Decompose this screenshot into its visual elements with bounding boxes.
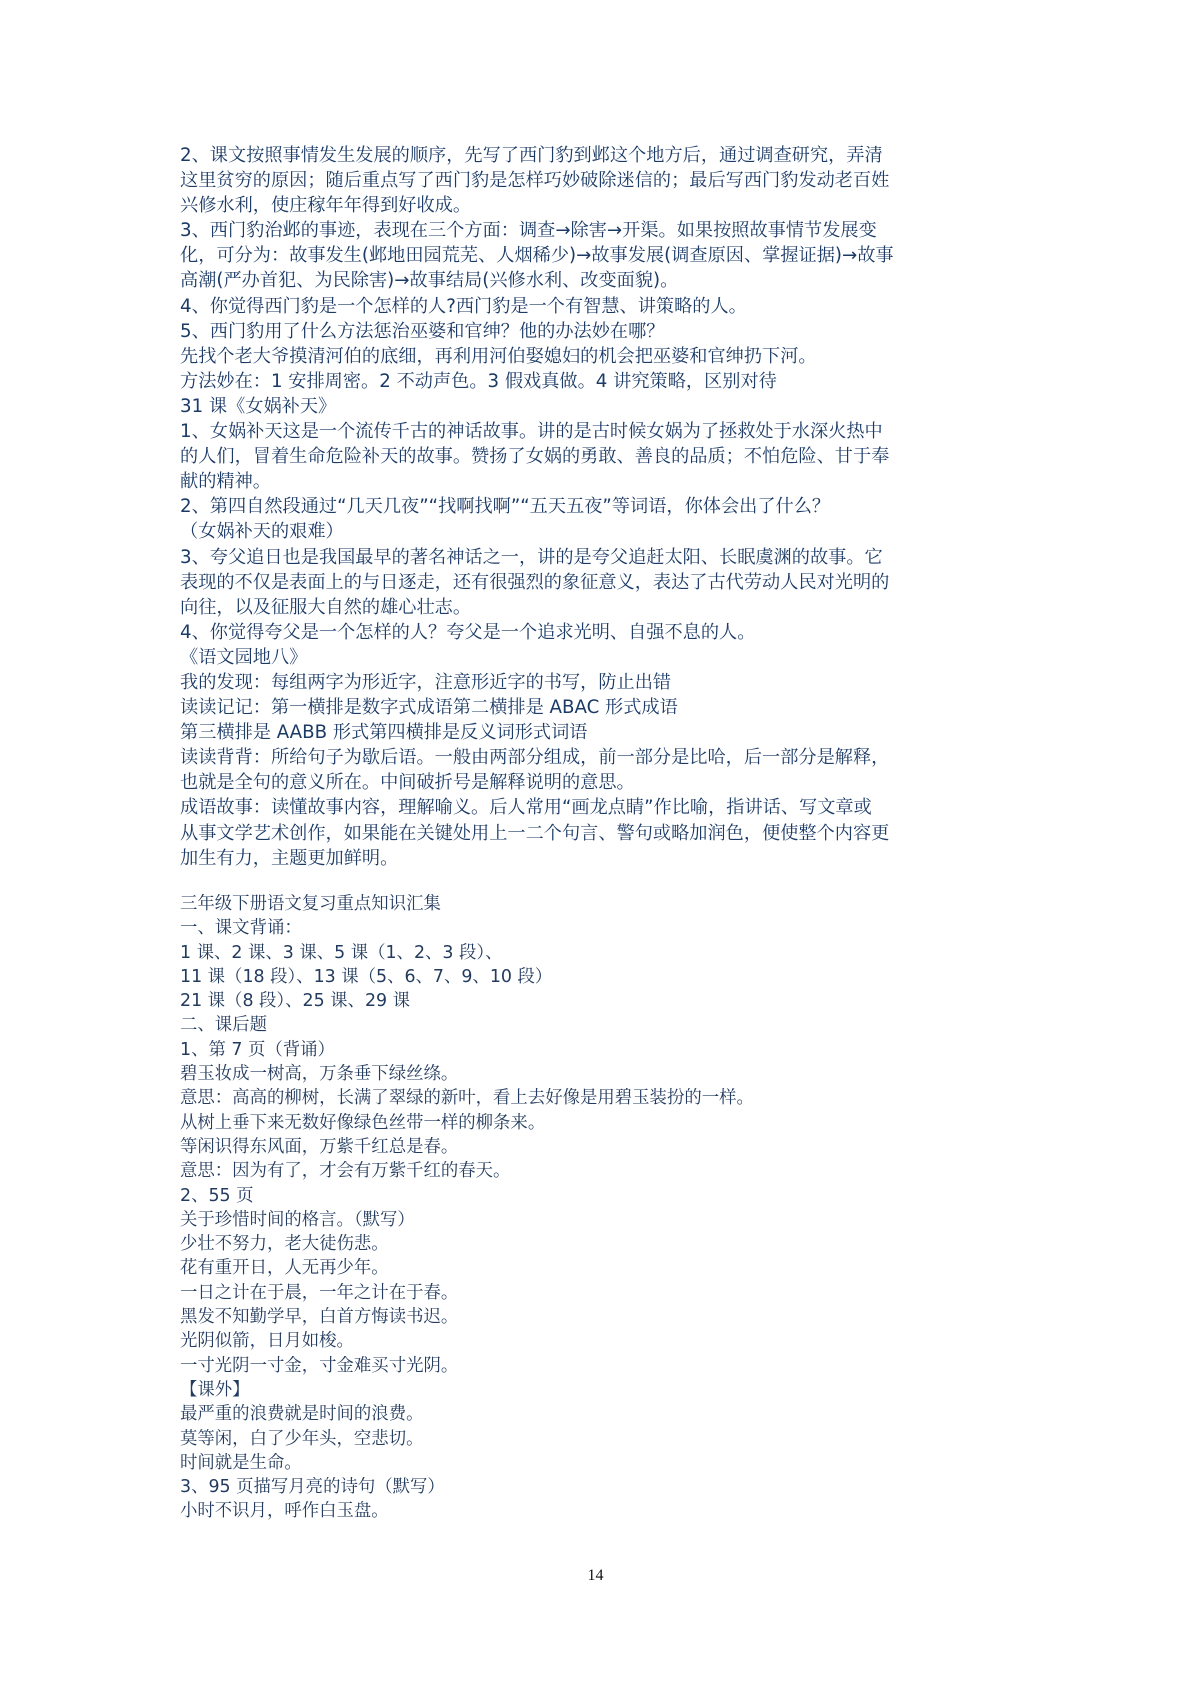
text-line: 1、第 7 页（背诵） [180,1039,335,1060]
text-line: 关于珍惜时间的格言。（默写） [180,1209,415,1230]
text-line: 光阴似箭，日月如梭。 [180,1331,354,1352]
text-line: 第三横排是 AABB 形式第四横排是反义词形式词语 [180,722,588,744]
text-line: 黑发不知勤学早，白首方悔读书迟。 [180,1307,459,1328]
text-line: 4、你觉得夸父是一个怎样的人？夸父是一个追求光明、自强不息的人。 [180,621,756,643]
text-line: 表现的不仅是表面上的与日逐走，还有很强烈的象征意义，表达了古代劳动人民对光明的 [180,571,890,593]
text-line: 时间就是生命。 [180,1452,302,1473]
text-line: 最严重的浪费就是时间的浪费。 [180,1404,424,1425]
text-line: 小时不识月，呼作白玉盘。 [180,1501,389,1522]
lesson-heading: 31 课《女娲补天》 [180,395,337,417]
text-line: 1 课、2 课、3 课、5 课（1、2、3 段）、 [180,942,503,963]
text-line: 加生有力，主题更加鲜明。 [180,847,399,869]
page-number: 14 [587,1567,604,1584]
text-line: 花有重开日，人无再少年。 [180,1258,389,1279]
text-line: 5、西门豹用了什么方法惩治巫婆和官绅？他的办法妙在哪？ [180,320,665,342]
text-line: 一日之计在于晨，一年之计在于春。 [180,1282,459,1303]
text-line: 我的发现：每组两字为形近字，注意形近字的书写，防止出错 [180,671,672,693]
text-line: 从树上垂下来无数好像绿色丝带一样的柳条来。 [180,1112,546,1133]
text-line: 2、55 页 [180,1185,254,1206]
lesson-heading: 《语文园地八》 [180,646,308,668]
text-line: （女娲补天的艰难） [180,521,344,543]
text-line: 少壮不努力，老大徒伤悲。 [180,1234,389,1255]
text-line: 兴修水利，使庄稼年年得到好收成。 [180,195,472,217]
text-line: 莫等闲，白了少年头，空悲切。 [180,1428,424,1449]
text-line: 向往，以及征服大自然的雄心壮志。 [180,596,472,618]
section-title: 三年级下册语文复习重点知识汇集 [180,894,441,914]
text-line: 这里贫穷的原因；随后重点写了西门豹是怎样巧妙破除迷信的；最后写西门豹发动老百姓 [180,170,890,192]
text-line: 读读背背：所给句子为歇后语。一般由两部分组成，前一部分是比哈，后一部分是解释， [180,747,890,769]
text-line: 化，可分为：故事发生(邺地田园荒芜、人烟稀少)→故事发展(调查原因、掌握证据)→故事 [180,245,894,267]
text-line: 3、西门豹治邺的事迹，表现在三个方面：调查→除害→开渠。如果按照故事情节发展变 [180,220,877,242]
text-line: 2、课文按照事情发生发展的顺序，先写了西门豹到邺这个地方后，通过调查研究，弄清 [180,145,883,166]
text-line: 二、课后题 [180,1015,267,1036]
text-line: 21 课（8 段）、25 课、29 课 [180,991,410,1012]
text-line: 献的精神。 [180,471,271,493]
text-line: 高潮(严办首犯、为民除害)→故事结局(兴修水利、改变面貌)。 [180,270,679,292]
text-line: 11 课（18 段）、13 课（5、6、7、9、10 段） [180,966,553,987]
text-block-review-summary [180,892,1040,1524]
text-line: 方法妙在：1 安排周密。2 不动声色。3 假戏真做。4 讲究策略，区别对待 [180,370,777,392]
text-line: 等闲识得东风面，万紫千红总是春。 [180,1136,459,1157]
text-line: 意思：因为有了，才会有万紫千红的春天。 [180,1161,511,1182]
text-line: 意思：高高的柳树，长满了翠绿的新叶，看上去好像是用碧玉装扮的一样。 [180,1088,754,1109]
text-line: 1、女娲补天这是一个流传千古的神话故事。讲的是古时候女娲为了拯救处于水深火热中 [180,421,883,443]
text-line: 2、第四自然段通过“几天几夜”“找啊找啊”“五天五夜”等词语，你体会出了什么？ [180,496,831,518]
text-line: 也就是全句的意义所在。中间破折号是解释说明的意思。 [180,772,635,794]
text-line: 从事文学艺术创作，如果能在关键处用上一二个句言、警句或略加润色，便使整个内容更 [180,822,890,844]
text-line: 碧玉妆成一树高，万条垂下绿丝绦。 [180,1064,459,1085]
text-line: 3、夸父追日也是我国最早的著名神话之一，讲的是夸父追赶太阳、长眠虞渊的故事。它 [180,546,883,568]
text-line: 成语故事：读懂故事内容，理解喻义。后人常用“画龙点睛”作比喻，指讲话、写文章或 [180,797,872,819]
text-line: 一、课文背诵： [180,918,302,939]
text-line: 3、95 页描写月亮的诗句（默写） [180,1477,445,1498]
text-line: 读读记记：第一横排是数字式成语第二横排是 ABAC 形式成语 [180,697,678,719]
text-line: 一寸光阴一寸金，寸金难买寸光阴。 [180,1355,459,1376]
text-line: 的人们，冒着生命危险补天的故事。赞扬了女娲的勇敢、善良的品质；不怕危险、甘于奉 [180,446,890,468]
text-line: 先找个老大爷摸清河伯的底细，再利用河伯娶媳妇的机会把巫婆和官绅扔下河。 [180,345,817,367]
text-line: 4、你觉得西门豹是一个怎样的人?西门豹是一个有智慧、讲策略的人。 [180,295,747,317]
text-block-lesson-notes [180,143,1040,871]
text-line: 【课外】 [180,1379,250,1400]
